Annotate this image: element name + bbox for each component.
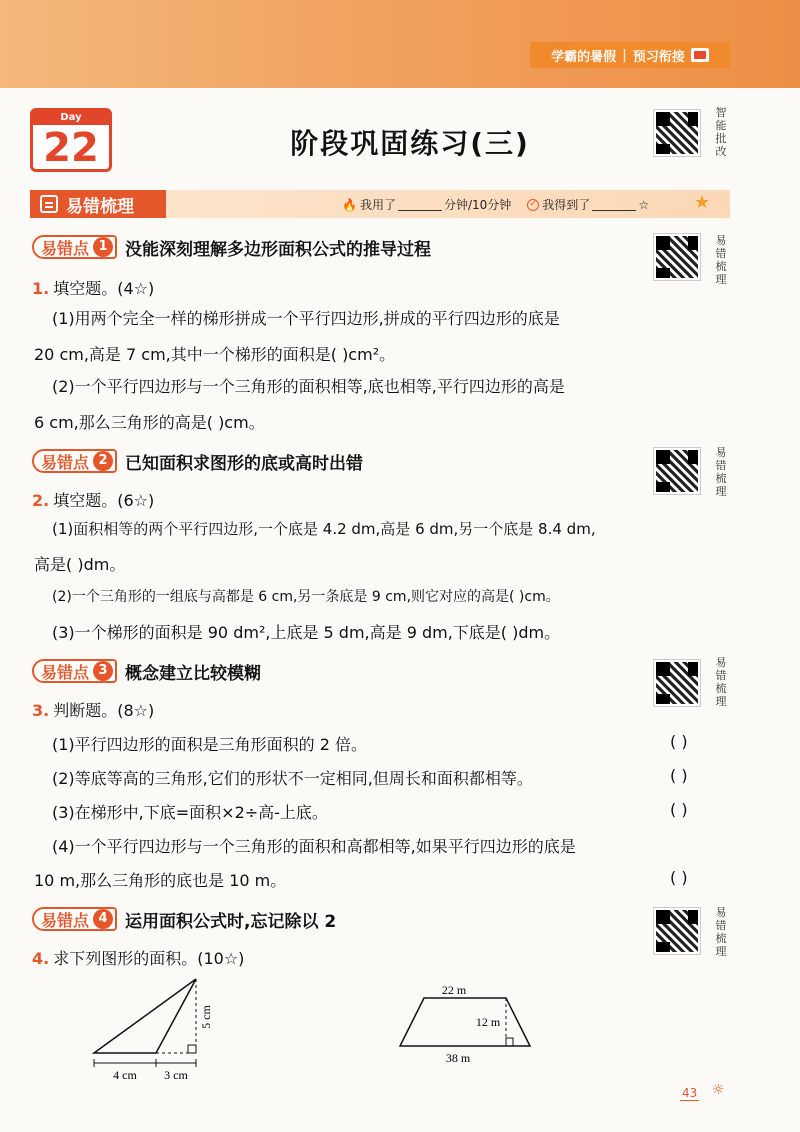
question-2-head: 2. 填空题。(6☆) (32, 491, 155, 510)
time-used-prefix: 我用了 (359, 198, 396, 212)
question-line: 10 m,那么三角形的底也是 10 m。 (34, 871, 287, 890)
question-line: (3)一个梯形的面积是 90 dm²,上底是 5 dm,高是 9 dm,下底是( )dm。 (52, 623, 561, 642)
sun-icon: ☼ (712, 1082, 725, 1098)
answer-paren[interactable]: ( ) (670, 800, 688, 819)
time-used-blank[interactable] (398, 199, 442, 211)
trapezoid-height-label: 12 m (475, 1015, 501, 1029)
answer-paren[interactable]: ( ) (670, 766, 688, 785)
score-suffix: ☆ (638, 197, 650, 212)
trapezoid-top-label: 22 m (441, 983, 467, 997)
qr-code-icon[interactable] (654, 908, 700, 954)
error-point-title: 没能深刻理解多边形面积公式的推导过程 (125, 239, 432, 260)
error-point-badge: 易错点 4 (32, 907, 117, 931)
series-brand: 学霸的暑假 | 预习衔接 (530, 42, 730, 68)
question-line: (1)用两个完全一样的梯形拼成一个平行四边形,拼成的平行四边形的底是 (52, 309, 560, 328)
page-title: 阶段巩固练习(三) (290, 127, 530, 160)
qr-code-icon[interactable] (654, 448, 700, 494)
series-subtitle: 预习衔接 (632, 49, 685, 65)
triangle-shape (94, 979, 196, 1053)
star-icon: ★ (694, 192, 711, 213)
answer-paren[interactable]: ( ) (670, 868, 688, 887)
error-point-4 (32, 906, 336, 932)
day-number: 22 (43, 125, 99, 171)
triangle-base-label: 4 cm (113, 1068, 137, 1082)
question-line: (4)一个平行四边形与一个三角形的面积和高都相等,如果平行四边形的底是 (52, 837, 576, 856)
check-circle-icon: ✓ (527, 199, 539, 211)
qr-label-error-review: 易错梳理 (715, 656, 727, 708)
right-angle-mark (188, 1045, 196, 1053)
error-point-title: 概念建立比较模糊 (125, 663, 262, 684)
score-prefix: 我得到了 (542, 198, 591, 212)
question-line: (2)一个三角形的一组底与高都是 6 cm,另一条底是 9 cm,则它对应的高是( )cm。 (52, 589, 560, 605)
qr-label-error-review: 易错梳理 (715, 446, 727, 498)
qr-label-error-review: 易错梳理 (715, 234, 727, 286)
question-3-head: 3. 判断题。(8☆) (32, 701, 155, 720)
question-line: 20 cm,高是 7 cm,其中一个梯形的面积是( )cm²。 (34, 345, 396, 364)
error-point-badge: 易错点 3 (32, 659, 117, 683)
time-used-suffix: 分钟/10分钟 (443, 198, 512, 212)
question-line: 高是( )dm。 (34, 555, 126, 574)
right-angle-mark (506, 1038, 513, 1046)
error-point-1 (32, 234, 431, 260)
trapezoid-shape (400, 998, 530, 1046)
question-line: (1)面积相等的两个平行四边形,一个底是 4.2 dm,高是 6 dm,另一个底是 8.4 dm, (52, 520, 596, 538)
page-number: 43 (682, 1086, 698, 1100)
book-icon (691, 48, 709, 62)
question-line: (3)在梯形中,下底=面积×2÷高-上底。 (52, 803, 328, 822)
triangle-ext-label: 3 cm (164, 1068, 188, 1082)
question-line: (1)平行四边形的面积是三角形面积的 2 倍。 (52, 735, 368, 754)
question-line: 6 cm,那么三角形的高是( )cm。 (34, 413, 265, 432)
error-point-badge: 易错点 2 (32, 449, 117, 473)
qr-code-icon[interactable] (654, 660, 700, 706)
qr-label-error-review: 易错梳理 (715, 906, 727, 958)
list-icon (40, 195, 58, 213)
error-point-2 (32, 448, 363, 474)
qr-code-icon[interactable] (654, 234, 700, 280)
qr-label-smart-grading: 智能批改 (715, 106, 727, 158)
timer-row (342, 196, 649, 213)
question-1-head: 1. 填空题。(4☆) (32, 279, 155, 298)
question-line: (2)一个平行四边形与一个三角形的面积相等,底也相等,平行四边形的高是 (52, 377, 565, 396)
trapezoid-bottom-label: 38 m (445, 1051, 471, 1065)
series-name: 学霸的暑假 (551, 49, 617, 65)
triangle-figure (80, 975, 230, 1085)
answer-paren[interactable]: ( ) (670, 732, 688, 751)
question-line: (2)等底等高的三角形,它们的形状不一定相同,但周长和面积都相等。 (52, 769, 533, 788)
trapezoid-figure (392, 978, 532, 1068)
section-tag (30, 190, 166, 218)
day-label: Day (33, 111, 109, 125)
error-point-3 (32, 658, 261, 684)
triangle-height-label: 5 cm (199, 1005, 213, 1029)
day-calendar (30, 108, 112, 172)
score-blank[interactable] (592, 199, 636, 211)
error-point-title: 已知面积求图形的底或高时出错 (125, 453, 364, 474)
qr-code-icon[interactable] (654, 110, 700, 156)
flame-icon: 🔥 (342, 197, 357, 212)
question-4-head: 4. 求下列图形的面积。(10☆) (32, 949, 245, 968)
error-point-badge: 易错点 1 (32, 235, 117, 259)
error-point-title: 运用面积公式时,忘记除以 2 (125, 911, 337, 932)
section-tag-label: 易错梳理 (66, 196, 134, 217)
